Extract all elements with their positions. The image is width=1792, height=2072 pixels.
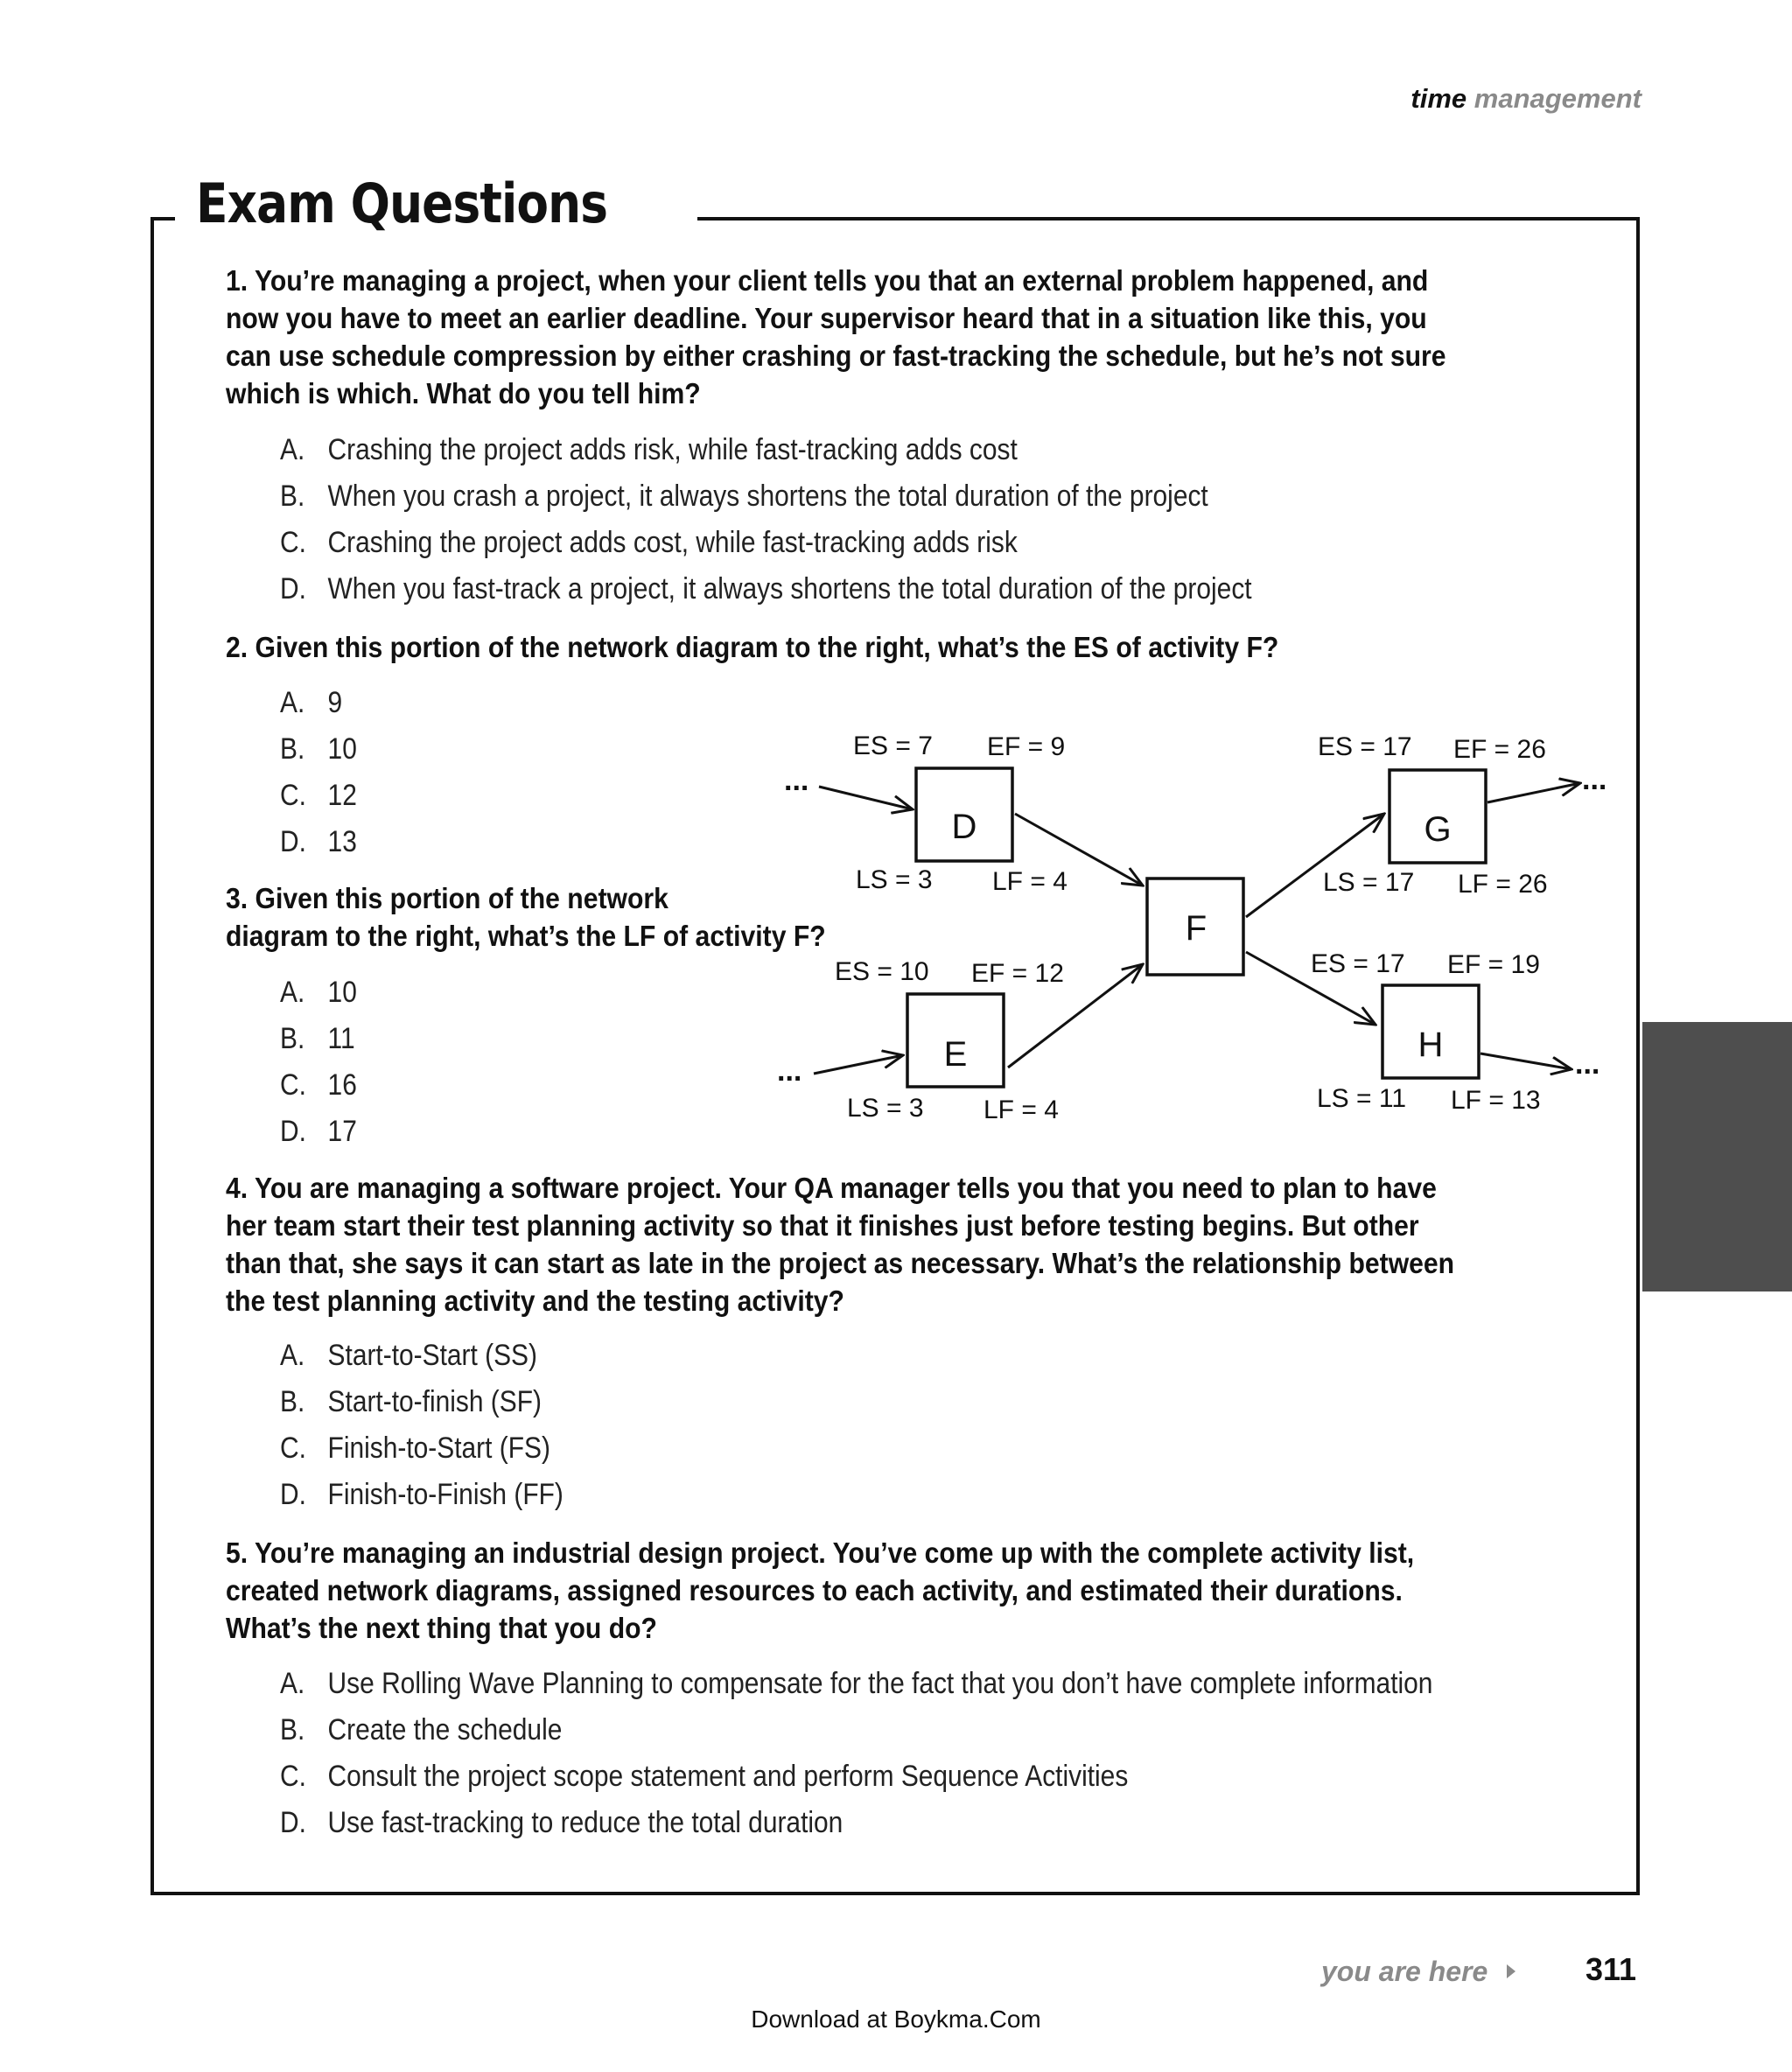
- option-text: Start-to-Start (SS): [327, 1339, 537, 1372]
- node-e-lf: LF = 4: [984, 1096, 1059, 1124]
- option-letter: B.: [280, 1385, 305, 1418]
- node-h-es: ES = 17: [1311, 949, 1405, 978]
- you-are-here-label: you are here: [1321, 1956, 1488, 1987]
- option-text: Start-to-finish (SF): [327, 1385, 542, 1418]
- question-line: What’s the next thing that you do?: [226, 1613, 657, 1645]
- option-letter: C.: [280, 1068, 306, 1102]
- option-text: Finish-to-Finish (FF): [327, 1478, 564, 1511]
- option-letter: C.: [280, 779, 306, 812]
- node-d: [853, 732, 1068, 896]
- node-d-label: D: [951, 808, 977, 846]
- node-g-ef: EF = 26: [1453, 735, 1546, 764]
- edge-in-d: [819, 787, 913, 809]
- node-g-ls: LS = 17: [1323, 868, 1415, 897]
- edge-out-h: [1480, 1054, 1572, 1069]
- option-letter: B.: [280, 732, 305, 766]
- option-text: 16: [327, 1068, 357, 1102]
- option-text: 12: [327, 779, 357, 812]
- node-e-ef: EF = 12: [971, 959, 1064, 988]
- node-g-es: ES = 17: [1318, 732, 1412, 761]
- node-d-ef: EF = 9: [987, 732, 1066, 761]
- option-text: Create the schedule: [327, 1713, 563, 1746]
- node-d-lf: LF = 4: [992, 867, 1068, 896]
- option-text: When you fast-track a project, it always shortens the total duration of the project: [327, 572, 1252, 606]
- option-letter: D.: [280, 1478, 306, 1511]
- node-g: [1318, 732, 1548, 899]
- option-text: Finish-to-Start (FS): [327, 1432, 550, 1465]
- continuation-dots: ...: [1582, 763, 1607, 796]
- question-line: than that, she says it can start as late in the project as necessary. What’s the relationship between: [226, 1248, 1455, 1280]
- node-g-lf: LF = 26: [1458, 870, 1548, 899]
- option-text: 11: [327, 1022, 355, 1055]
- question-line: 3. Given this portion of the network: [226, 883, 668, 915]
- node-e-ls: LS = 3: [847, 1094, 924, 1123]
- option-letter: B.: [280, 480, 305, 513]
- triangle-right-icon: [1505, 1964, 1517, 1979]
- question-line: the test planning activity and the testing activity?: [226, 1285, 844, 1318]
- option-text: Crashing the project adds cost, while fast-tracking adds risk: [327, 526, 1018, 559]
- option-letter: B.: [280, 1713, 305, 1746]
- option-text: Use fast-tracking to reduce the total duration: [327, 1806, 844, 1839]
- node-h-ef: EF = 19: [1447, 950, 1540, 979]
- option-letter: A.: [280, 686, 305, 719]
- edge-f-g: [1246, 814, 1384, 917]
- download-credit: Download at Boykma.Com: [751, 2006, 1041, 2033]
- question-line: 5. You’re managing an industrial design project. You’ve come up with the complete activity list,: [226, 1537, 1415, 1570]
- node-f: [1147, 878, 1243, 975]
- option-letter: A.: [280, 433, 305, 466]
- option-letter: A.: [280, 1339, 305, 1372]
- option-letter: D.: [280, 1806, 306, 1839]
- node-e-label: E: [943, 1035, 968, 1074]
- option-letter: D.: [280, 825, 306, 858]
- option-text: Consult the project scope statement and perform Sequence Activities: [327, 1760, 1129, 1793]
- option-letter: A.: [280, 1667, 305, 1700]
- node-h: [1311, 949, 1541, 1115]
- node-h-lf: LF = 13: [1451, 1086, 1541, 1115]
- question-line: can use schedule compression by either crashing or fast-tracking the schedule, but he’s not sure: [226, 340, 1446, 373]
- question-line: diagram to the right, what’s the LF of activity F?: [226, 920, 826, 953]
- option-text: 13: [327, 825, 357, 858]
- option-text: 17: [327, 1115, 357, 1148]
- question-line: now you have to meet an earlier deadline. Your supervisor heard that in a situation like this, you: [226, 303, 1427, 335]
- question-line: 4. You are managing a software project. Your QA manager tells you that you need to plan to have: [226, 1172, 1437, 1205]
- continuation-dots: ...: [1575, 1047, 1600, 1081]
- node-e: [835, 957, 1064, 1124]
- header-word-management: management: [1474, 83, 1642, 114]
- option-letter: D.: [280, 1115, 306, 1148]
- option-text: 10: [327, 976, 357, 1009]
- option-text: 9: [327, 686, 343, 719]
- option-letter: C.: [280, 1432, 306, 1465]
- question-line: 1. You’re managing a project, when your client tells you that an external problem happened, and: [226, 265, 1429, 298]
- option-letter: B.: [280, 1022, 305, 1055]
- node-e-es: ES = 10: [835, 957, 929, 986]
- node-d-es: ES = 7: [853, 732, 933, 760]
- continuation-dots: ...: [777, 1054, 802, 1088]
- question-line: her team start their test planning activity so that it finishes just before testing begins. But other: [226, 1210, 1419, 1242]
- option-text: 10: [327, 732, 357, 766]
- edge-out-g: [1488, 783, 1580, 802]
- question-line: 2. Given this portion of the network diagram to the right, what’s the ES of activity F?: [226, 632, 1279, 664]
- question-line: which is which. What do you tell him?: [226, 378, 701, 410]
- node-h-label: H: [1418, 1026, 1444, 1064]
- section-title: Exam Questions: [196, 172, 608, 235]
- question-line: created network diagrams, assigned resources to each activity, and estimated their durations.: [226, 1575, 1403, 1607]
- option-letter: A.: [280, 976, 305, 1009]
- continuation-dots: ...: [784, 764, 809, 797]
- header-word-time: time: [1410, 83, 1467, 114]
- page-number: 311: [1586, 1951, 1637, 1987]
- option-text: When you crash a project, it always shortens the total duration of the project: [327, 480, 1208, 513]
- option-letter: C.: [280, 526, 306, 559]
- node-h-ls: LS = 11: [1317, 1084, 1407, 1113]
- option-letter: C.: [280, 1760, 306, 1793]
- edge-in-e: [814, 1055, 903, 1074]
- node-f-label: F: [1185, 909, 1208, 948]
- option-text: Use Rolling Wave Planning to compensate for the fact that you don’t have complete information: [327, 1667, 1433, 1700]
- chapter-side-tab: [1642, 1022, 1792, 1292]
- option-text: Crashing the project adds risk, while fast-tracking adds cost: [327, 433, 1018, 466]
- node-d-ls: LS = 3: [856, 865, 933, 894]
- node-g-label: G: [1424, 810, 1452, 849]
- option-letter: D.: [280, 572, 306, 606]
